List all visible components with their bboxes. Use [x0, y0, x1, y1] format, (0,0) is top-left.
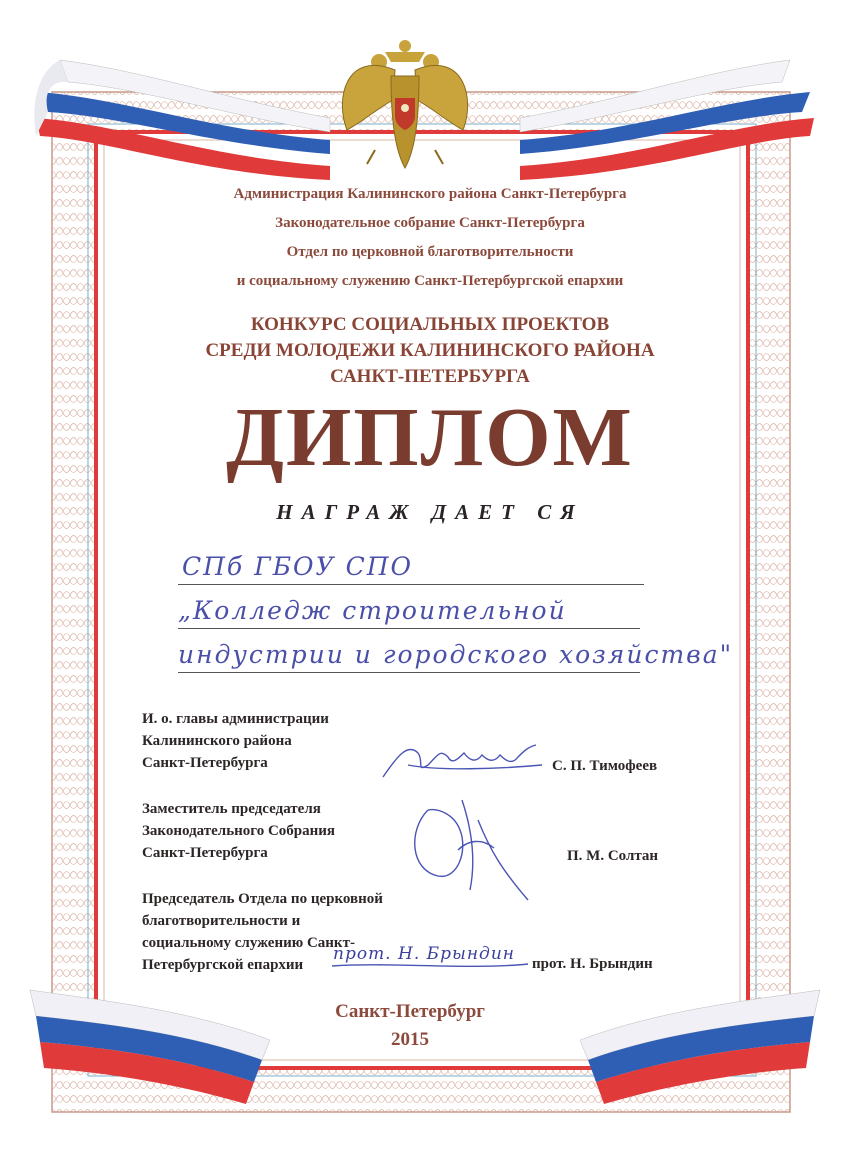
contest-title	[120, 312, 740, 390]
signatory-1-role	[142, 708, 329, 774]
contest-line: КОНКУРС СОЦИАЛЬНЫХ ПРОЕКТОВ	[250, 314, 610, 335]
signature-3-underline	[330, 960, 530, 972]
recipient-line-2: „Колледж строительной	[178, 596, 640, 629]
organizer-line: Законодательное собрание Санкт-Петербурга	[275, 215, 585, 231]
role-line: Петербургской епархии	[142, 957, 304, 973]
role-line: И. о. главы администрации	[142, 711, 329, 727]
footer-place-date	[260, 998, 560, 1054]
signature-3-handwritten: прот. Н. Брындин	[333, 944, 515, 964]
role-line: Санкт-Петербурга	[142, 845, 268, 861]
role-line: Заместитель председателя	[142, 801, 321, 817]
recipient-line-3: индустрии и городского хозяйства"	[178, 640, 640, 673]
footer-city: Санкт-Петербург	[335, 1001, 485, 1022]
role-line: Председатель Отдела по церковной	[142, 891, 383, 907]
awarded-label: НАГРАЖ ДАЕТ СЯ	[276, 500, 584, 524]
contest-line: СРЕДИ МОЛОДЕЖИ КАЛИНИНСКОГО РАЙОНА	[205, 340, 655, 361]
recipient-line-1: СПб ГБОУ СПО	[178, 552, 644, 585]
organizer-line: и социальному служению Санкт-Петербургской епархии	[236, 273, 624, 289]
organizers-block	[120, 180, 740, 296]
role-line: Санкт-Петербурга	[142, 755, 268, 771]
signatory-2-name: П. М. Солтан	[567, 848, 659, 864]
diploma-title: ДИПЛОМ	[226, 391, 634, 484]
role-line: благотворительности и	[142, 913, 301, 929]
organizer-line: Администрация Калининского района Санкт-Петербурга	[233, 186, 627, 202]
coat-of-arms-emblem	[342, 40, 467, 168]
signature-2	[398, 790, 538, 910]
signatory-3-name: прот. Н. Брындин	[532, 956, 653, 972]
role-line: Калининского района	[142, 733, 292, 749]
signatory-2-role	[142, 798, 335, 864]
signature-1	[378, 735, 548, 785]
signatory-1-name: С. П. Тимофеев	[552, 758, 658, 774]
footer-year: 2015	[391, 1029, 429, 1050]
organizer-line: Отдел по церковной благотворительности	[286, 244, 574, 260]
contest-line: САНКТ-ПЕТЕРБУРГА	[330, 366, 530, 387]
role-line: социальному служению Санкт-	[142, 935, 355, 951]
role-line: Законодательного Собрания	[142, 823, 336, 839]
